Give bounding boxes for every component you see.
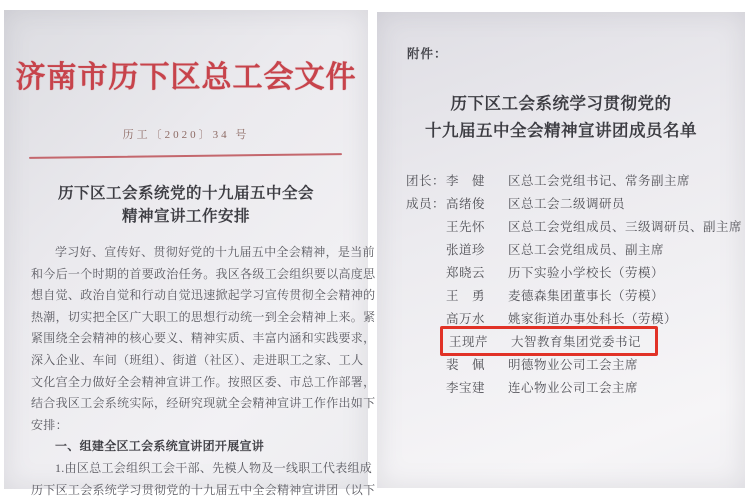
member-title: 区总工会党组成员、副主席	[508, 242, 665, 257]
member-name: 王 勇	[446, 288, 486, 303]
attachment-label: 附件：	[407, 47, 448, 61]
document-title	[4, 182, 368, 228]
member-name: 王先怀	[446, 219, 486, 234]
red-divider-line	[29, 153, 342, 159]
member-role: 团长：	[406, 173, 446, 188]
member-name: 高绪俊	[446, 196, 486, 211]
member-title: 历下实验小学校长（劳模）	[508, 265, 665, 280]
document-title-line1: 历下区工会系统党的十九届五中全会	[57, 185, 314, 202]
member-title: 麦德森集团董事长（劳模）	[508, 288, 665, 303]
left-document-photo	[4, 10, 376, 497]
member-list	[377, 168, 745, 398]
body-line: 安排：	[31, 417, 68, 432]
member-name: 张道珍	[446, 242, 486, 257]
member-row	[406, 214, 745, 237]
member-row-highlighted	[406, 329, 745, 352]
member-row	[406, 191, 745, 214]
body-line: 想自觉、政治自觉和行动自觉迅速掀起学习宣传贯彻全会精神的	[31, 288, 376, 303]
member-name: 王现芹	[449, 334, 489, 349]
attachment-title	[377, 90, 745, 144]
document-title-line2: 精神宣讲工作安排	[121, 208, 250, 225]
right-document-photo	[377, 12, 745, 488]
member-title: 姚家街道办事处科长（劳模）	[508, 311, 678, 326]
member-title: 大智教育集团党委书记	[511, 334, 642, 349]
member-title: 区总工会党组成员、三级调研员、副主席	[508, 219, 743, 234]
member-role: 成员：	[406, 196, 446, 211]
document-number: 历工〔2020〕34 号	[122, 129, 250, 141]
member-row	[406, 375, 745, 398]
body-line: 深入企业、车间（班组）、街道（社区）、走进职工之家、工人	[31, 352, 364, 367]
member-row	[406, 283, 745, 306]
member-name: 李宝建	[446, 380, 486, 395]
member-row	[406, 352, 745, 375]
document-red-header: 济南市历下区总工会文件	[15, 61, 357, 94]
member-name: 裴 佩	[446, 357, 486, 372]
member-row	[406, 260, 745, 283]
body-line: 结合我区工会系统实际，经研究现就全会精神宣讲工作作出如下	[31, 396, 376, 411]
attachment-title-line2: 十九届五中全会精神宣讲团成员名单	[425, 121, 697, 140]
body-line: 文化宫全力做好全会精神宣讲工作。按照区委、市总工作部署，	[31, 374, 376, 389]
member-title: 区总工会党组书记、常务副主席	[508, 173, 691, 188]
body-line: 紧围绕全会精神的核心要义、精神实质、丰富内涵和实践要求，	[31, 331, 376, 346]
body-line: 热潮，切实把全区广大职工的思想行动统一到全会精神上来。紧	[31, 309, 376, 324]
highlight-box	[440, 326, 658, 356]
body-line: 和今后一个时期的首要政治任务。我区各级工会组织要以高度思	[31, 266, 376, 281]
member-title: 连心物业公司工会主席	[508, 380, 639, 395]
member-name: 李 健	[446, 173, 486, 188]
member-row	[406, 237, 745, 260]
body-line: 历下区工会系统学习贯彻党的十九届五中全会精神宣讲团（以下	[31, 482, 376, 497]
member-name: 高万水	[446, 311, 486, 326]
member-name: 郑晓云	[446, 265, 486, 280]
member-title: 区总工会二级调研员	[508, 196, 626, 211]
member-row	[406, 168, 745, 191]
section-heading: 一、组建全区工会系统宣讲团开展宣讲	[55, 439, 265, 454]
body-line: 1.由区总工会组织工会干部、先模人物及一线职工代表组成	[55, 460, 373, 475]
attachment-title-line1: 历下区工会系统学习贯彻党的	[450, 94, 672, 113]
member-title: 明德物业公司工会主席	[508, 357, 639, 372]
body-line: 学习好、宣传好、贯彻好党的十九届五中全会精神，是当前	[55, 245, 375, 259]
document-body	[4, 242, 376, 501]
